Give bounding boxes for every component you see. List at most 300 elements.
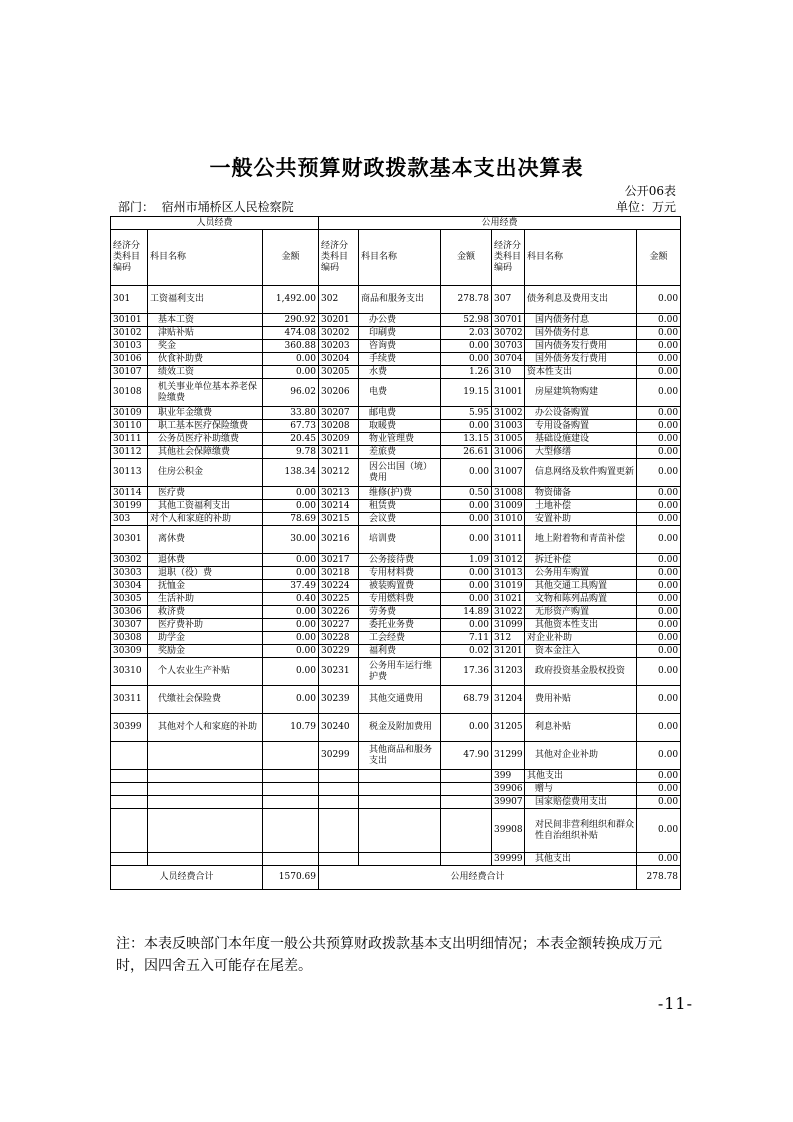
col-header-code: 经济分类科目编码 [319,230,359,286]
item-name: 政府投资基金股权投资 [525,658,637,686]
item-code: 307 [492,286,525,314]
item-code [111,796,148,809]
item-code: 31002 [492,407,525,420]
item-name: 福利费 [359,645,441,658]
item-amount: 0.00 [263,567,319,580]
item-amount: 0.00 [637,327,681,340]
item-amount: 0.00 [263,554,319,567]
item-amount: 0.00 [637,487,681,500]
item-code [111,783,148,796]
item-code: 30305 [111,593,148,606]
item-code: 31021 [492,593,525,606]
item-amount: 2.03 [441,327,492,340]
total-public-label: 公用经费合计 [319,866,637,890]
item-name: 劳务费 [359,606,441,619]
item-name: 培训费 [359,526,441,554]
table-row [111,567,681,580]
item-code: 30201 [319,314,359,327]
item-code: 30301 [111,526,148,554]
item-name [148,770,263,783]
item-amount: 0.00 [441,593,492,606]
item-name: 电费 [359,379,441,407]
item-amount: 1.26 [441,366,492,379]
table-row [111,353,681,366]
item-code [319,853,359,866]
item-code: 31001 [492,379,525,407]
item-code: 30227 [319,619,359,632]
item-code [319,796,359,809]
item-name: 办公设备购置 [525,407,637,420]
item-amount: 0.00 [263,487,319,500]
item-name [148,796,263,809]
item-name: 物业管理费 [359,433,441,446]
item-amount [441,853,492,866]
table-row [111,686,681,714]
item-code: 30214 [319,500,359,513]
item-code: 30399 [111,714,148,742]
department-name: 宿州市埇桥区人民检察院 [161,200,294,214]
item-code: 30206 [319,379,359,407]
item-name: 地上附着物和青苗补偿 [525,526,637,554]
total-personnel-value: 1570.69 [263,866,319,890]
item-name [148,783,263,796]
item-amount: 0.00 [637,314,681,327]
item-amount: 9.78 [263,446,319,459]
item-name: 其他对个人和家庭的补助 [148,714,263,742]
item-code: 30199 [111,500,148,513]
item-name: 因公出国（境）费用 [359,459,441,487]
item-amount: 14.89 [441,606,492,619]
item-amount: 96.02 [263,379,319,407]
department [118,198,294,215]
table-row [111,853,681,866]
item-name: 债务利息及费用支出 [525,286,637,314]
item-name: 医疗费补助 [148,619,263,632]
item-code: 30701 [492,314,525,327]
item-name: 印刷费 [359,327,441,340]
item-name: 其他交通费用 [359,686,441,714]
item-amount: 0.00 [637,353,681,366]
item-code: 30231 [319,658,359,686]
item-name: 邮电费 [359,407,441,420]
group-header-public: 公用经费 [319,217,681,230]
item-name: 税金及附加费用 [359,714,441,742]
item-amount: 1.09 [441,554,492,567]
item-amount [441,783,492,796]
item-amount: 0.50 [441,487,492,500]
item-amount: 0.00 [637,286,681,314]
item-amount: 0.00 [263,645,319,658]
item-code: 30204 [319,353,359,366]
table-row [111,580,681,593]
expenditure-table [110,216,681,890]
item-name: 无形资产购置 [525,606,637,619]
item-name: 信息网络及软件购置更新 [525,459,637,487]
item-name: 水费 [359,366,441,379]
item-amount: 0.00 [263,606,319,619]
item-code: 30209 [319,433,359,446]
item-amount [263,770,319,783]
item-name: 职工基本医疗保险缴费 [148,420,263,433]
table-row [111,770,681,783]
item-code: 31022 [492,606,525,619]
item-amount [263,853,319,866]
item-name: 职业年金缴费 [148,407,263,420]
table-row [111,446,681,459]
form-number: 公开06表 [624,184,676,198]
item-code: 30226 [319,606,359,619]
item-code: 30702 [492,327,525,340]
item-name: 会议费 [359,513,441,526]
item-code: 30107 [111,366,148,379]
item-code: 30239 [319,686,359,714]
table-row [111,420,681,433]
page-title: 一般公共预算财政拨款基本支出决算表 [209,155,584,180]
item-code [319,770,359,783]
table-row [111,366,681,379]
item-amount: 0.00 [637,459,681,487]
item-amount: 78.69 [263,513,319,526]
item-name: 拆迁补偿 [525,554,637,567]
item-code: 30109 [111,407,148,420]
item-amount: 0.00 [263,366,319,379]
item-name: 助学金 [148,632,263,645]
item-code: 303 [111,513,148,526]
item-code: 30302 [111,554,148,567]
item-amount [263,809,319,853]
department-label: 部门： [118,200,155,214]
table-row [111,407,681,420]
item-code: 30303 [111,567,148,580]
item-name: 离休费 [148,526,263,554]
item-amount: 0.00 [441,500,492,513]
item-amount: 0.00 [441,459,492,487]
table-row [111,513,681,526]
item-amount: 0.00 [637,619,681,632]
item-amount: 0.00 [637,796,681,809]
item-name: 其他商品和服务支出 [359,742,441,770]
item-code: 30112 [111,446,148,459]
item-code [111,809,148,853]
item-amount [441,796,492,809]
item-amount: 278.78 [441,286,492,314]
item-amount: 68.79 [441,686,492,714]
item-name: 房屋建筑物购建 [525,379,637,407]
item-name: 文物和陈列品购置 [525,593,637,606]
item-name: 抚恤金 [148,580,263,593]
item-name: 委托业务费 [359,619,441,632]
table-row [111,645,681,658]
item-code: 30114 [111,487,148,500]
footnote: 注：本表反映部门本年度一般公共预算财政拨款基本支出明细情况；本表金额转换成万元时，因四舍五入可能存在尾差。 [116,936,662,974]
item-code: 31299 [492,742,525,770]
item-code: 30103 [111,340,148,353]
item-amount: 0.00 [637,742,681,770]
item-amount: 0.00 [441,420,492,433]
item-code: 39999 [492,853,525,866]
item-amount: 0.00 [637,526,681,554]
table-row [111,340,681,353]
item-name: 土地补偿 [525,500,637,513]
item-code: 30207 [319,407,359,420]
table-row [111,487,681,500]
item-amount: 0.00 [637,606,681,619]
table-row [111,459,681,487]
item-code: 399 [492,770,525,783]
item-name: 公务用车运行维护费 [359,658,441,686]
item-code [111,742,148,770]
item-name: 基础设施建设 [525,433,637,446]
item-amount [441,770,492,783]
table-row [111,433,681,446]
item-name: 专用材料费 [359,567,441,580]
item-code [319,783,359,796]
item-amount: 474.08 [263,327,319,340]
item-amount: 0.40 [263,593,319,606]
item-amount: 47.90 [441,742,492,770]
table-row [111,593,681,606]
table-row [111,619,681,632]
item-name: 咨询费 [359,340,441,353]
item-code: 30225 [319,593,359,606]
item-name: 伙食补助费 [148,353,263,366]
item-name: 绩效工资 [148,366,263,379]
item-code: 39906 [492,783,525,796]
item-code: 30308 [111,632,148,645]
item-code: 31005 [492,433,525,446]
col-header-name: 科目名称 [525,230,637,286]
item-code: 30203 [319,340,359,353]
item-name: 取暖费 [359,420,441,433]
item-amount: 0.00 [637,770,681,783]
item-name: 对个人和家庭的补助 [148,513,263,526]
item-amount: 5.95 [441,407,492,420]
item-code: 30310 [111,658,148,686]
item-code: 30299 [319,742,359,770]
item-name: 奖金 [148,340,263,353]
item-code: 39907 [492,796,525,809]
table-row [111,632,681,645]
item-code: 30202 [319,327,359,340]
item-code: 30106 [111,353,148,366]
item-name: 退休费 [148,554,263,567]
item-code: 30703 [492,340,525,353]
item-name: 资本金注入 [525,645,637,658]
item-code: 30218 [319,567,359,580]
item-code: 31003 [492,420,525,433]
item-code: 302 [319,286,359,314]
item-amount: 0.00 [263,658,319,686]
item-code: 30224 [319,580,359,593]
item-code: 30213 [319,487,359,500]
item-amount: 19.15 [441,379,492,407]
item-code: 31204 [492,686,525,714]
item-code: 30212 [319,459,359,487]
item-amount: 0.00 [441,580,492,593]
item-amount: 0.00 [441,340,492,353]
item-code: 31009 [492,500,525,513]
item-code [319,809,359,853]
item-code: 31203 [492,658,525,686]
item-name: 工资福利支出 [148,286,263,314]
item-amount: 0.00 [637,433,681,446]
item-amount: 0.00 [637,809,681,853]
item-name: 被装购置费 [359,580,441,593]
item-name: 对民间非营利组织和群众性自治组织补贴 [525,809,637,853]
item-name: 津贴补贴 [148,327,263,340]
item-code: 301 [111,286,148,314]
item-amount: 0.00 [637,658,681,686]
item-name: 大型修缮 [525,446,637,459]
item-name: 代缴社会保险费 [148,686,263,714]
item-name: 其他支出 [525,853,637,866]
item-code: 30311 [111,686,148,714]
item-code [111,853,148,866]
item-name: 个人农业生产补贴 [148,658,263,686]
item-name [359,770,441,783]
item-name [148,742,263,770]
item-code: 30307 [111,619,148,632]
item-code: 30110 [111,420,148,433]
col-header-amount: 金额 [441,230,492,286]
item-name: 赠与 [525,783,637,796]
item-amount: 290.92 [263,314,319,327]
table-row [111,658,681,686]
item-name: 机关事业单位基本养老保险缴费 [148,379,263,407]
item-code: 30309 [111,645,148,658]
item-name [148,853,263,866]
item-name [359,809,441,853]
item-name: 其他社会保障缴费 [148,446,263,459]
item-name: 其他支出 [525,770,637,783]
item-name: 基本工资 [148,314,263,327]
item-code: 30113 [111,459,148,487]
item-code: 31205 [492,714,525,742]
table-body [111,286,681,866]
item-amount: 0.00 [637,783,681,796]
item-name: 国内债务付息 [525,314,637,327]
table-row [111,500,681,513]
item-amount: 0.00 [263,500,319,513]
item-amount [263,742,319,770]
item-name: 专用设备购置 [525,420,637,433]
item-amount: 0.00 [263,632,319,645]
item-code: 31011 [492,526,525,554]
item-name: 退职（役）费 [148,567,263,580]
col-header-code: 经济分类科目编码 [111,230,148,286]
item-name: 资本性支出 [525,366,637,379]
item-amount: 138.34 [263,459,319,487]
item-code: 30208 [319,420,359,433]
item-amount: 0.00 [637,446,681,459]
item-amount: 0.00 [637,420,681,433]
table-row [111,783,681,796]
item-code: 30217 [319,554,359,567]
item-code: 30205 [319,366,359,379]
item-code: 310 [492,366,525,379]
item-name: 公务接待费 [359,554,441,567]
item-code: 312 [492,632,525,645]
item-amount: 0.00 [637,500,681,513]
item-name: 救济费 [148,606,263,619]
item-amount: 0.00 [637,379,681,407]
item-name: 奖励金 [148,645,263,658]
item-code: 30216 [319,526,359,554]
item-code: 31099 [492,619,525,632]
item-code: 30215 [319,513,359,526]
item-name: 公务员医疗补助缴费 [148,433,263,446]
item-amount [263,796,319,809]
item-code: 30102 [111,327,148,340]
item-name: 手续费 [359,353,441,366]
col-header-code: 经济分类科目编码 [492,230,525,286]
item-name: 商品和服务支出 [359,286,441,314]
item-code: 31006 [492,446,525,459]
item-amount: 0.00 [637,340,681,353]
item-amount: 17.36 [441,658,492,686]
table-row [111,286,681,314]
table-row [111,327,681,340]
item-code: 39908 [492,809,525,853]
total-public-value: 278.78 [637,866,681,890]
item-amount: 26.61 [441,446,492,459]
item-amount [441,809,492,853]
item-amount: 0.00 [637,593,681,606]
item-name: 国外债务付息 [525,327,637,340]
item-name: 工会经费 [359,632,441,645]
item-name [148,809,263,853]
item-amount: 0.00 [637,714,681,742]
item-name: 国家赔偿费用支出 [525,796,637,809]
table-row [111,796,681,809]
total-personnel-label: 人员经费合计 [111,866,263,890]
page-number: -11- [657,994,693,1013]
item-amount: 0.00 [637,567,681,580]
item-code: 30304 [111,580,148,593]
item-name [359,783,441,796]
item-amount: 0.00 [441,567,492,580]
item-code: 31012 [492,554,525,567]
item-amount: 52.98 [441,314,492,327]
item-name: 其他资本性支出 [525,619,637,632]
item-name: 物资储备 [525,487,637,500]
item-code: 30108 [111,379,148,407]
item-amount: 0.00 [637,366,681,379]
item-amount: 37.49 [263,580,319,593]
item-amount: 0.00 [637,513,681,526]
table-row [111,606,681,619]
item-name: 专用燃料费 [359,593,441,606]
item-name: 其他工资福利支出 [148,500,263,513]
item-code: 30306 [111,606,148,619]
item-amount [263,783,319,796]
col-header-amount: 金额 [637,230,681,286]
item-amount: 0.00 [637,554,681,567]
item-code: 30211 [319,446,359,459]
item-code: 30101 [111,314,148,327]
item-code: 30704 [492,353,525,366]
item-name: 安置补助 [525,513,637,526]
col-header-name: 科目名称 [148,230,263,286]
col-header-amount: 金额 [263,230,319,286]
unit-label: 单位：万元 [615,200,676,214]
item-amount: 0.00 [441,714,492,742]
item-code: 31201 [492,645,525,658]
table-row [111,314,681,327]
col-header-name: 科目名称 [359,230,441,286]
item-name: 其他对企业补助 [525,742,637,770]
table-row [111,379,681,407]
